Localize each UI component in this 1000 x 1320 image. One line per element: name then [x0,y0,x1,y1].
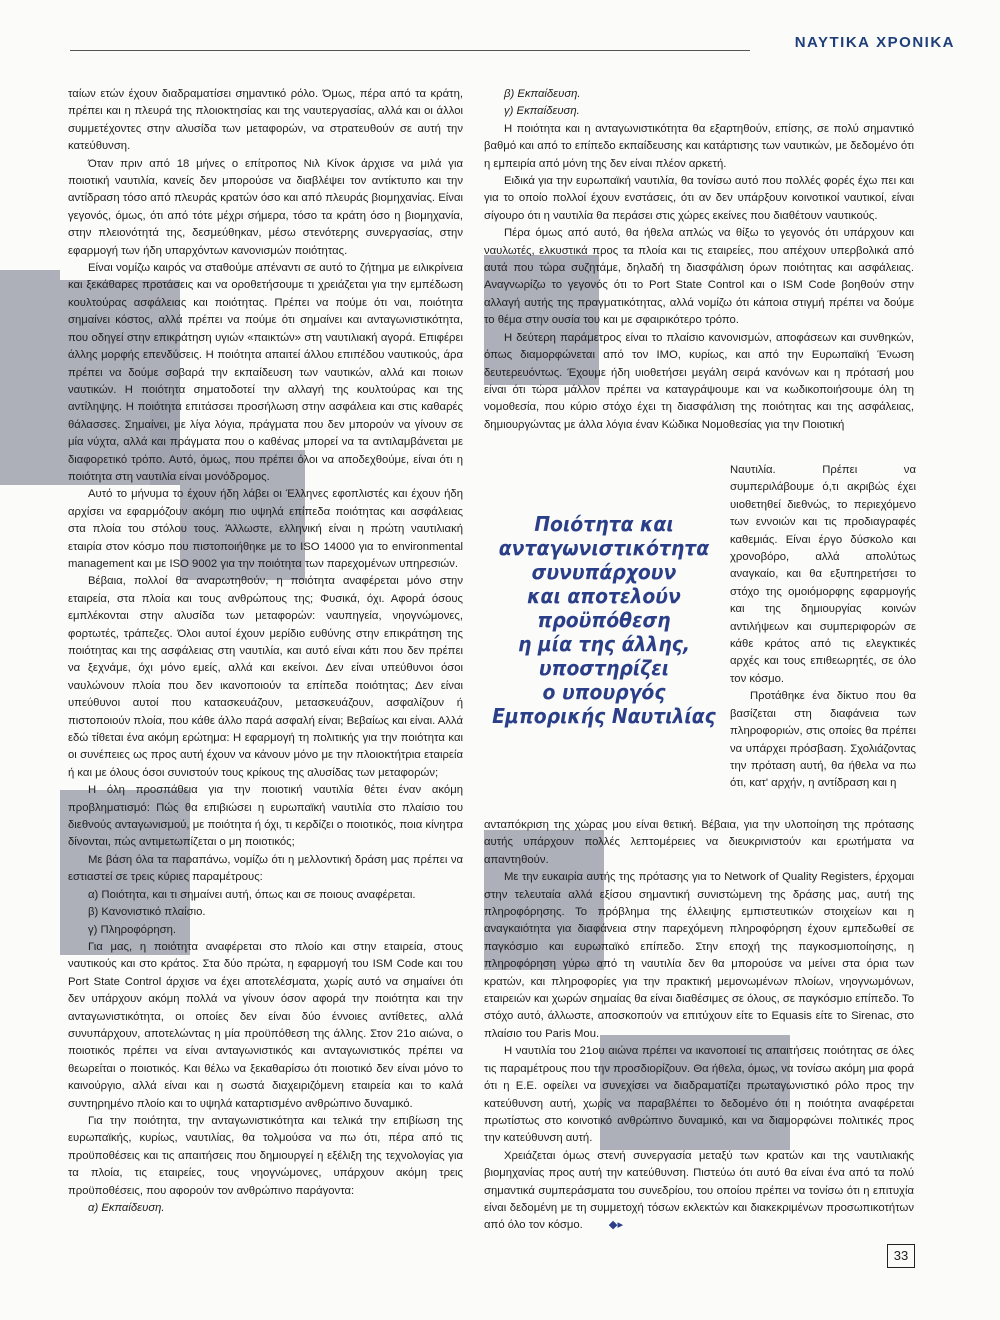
list-item: γ) Πληροφόρηση. [88,923,177,936]
pull-quote-line: συνυπάρχουν [531,560,677,584]
list-item: γ) Εκπαίδευση. [504,105,580,118]
pull-quote [491,512,717,728]
list-item: α) Ποιότητα, και τι σημαίνει αυτή, όπως και σε ποιους αναφέρεται. [88,888,416,901]
paragraph: Ειδικά για την ευρωπαϊκή ναυτιλία, θα τονίσω αυτό που πολλές φορές έχω πει και για το οποίο πολλοί έχουν ενστάσεις, ότι αν δεν υπάρξουν κοινοτικοί ναυτικοί, είναι σίγουρο ότι η ναυτιλία θα περάσει στις χώρες εκείνες που διαθέτουν ναυτικούς. [484,175,914,222]
paragraph: Για την ποιότητα, την ανταγωνιστικότητα και τελικά την επιβίωση της ευρωπαϊκής, κυρίως, ναυτιλίας, θα τολμούσα να πω ότι, πέρα από τις προϋποθέσεις και τις απαιτήσεις που δημιουργεί η εξέλιξη της τεχνολογίας για τα πλοία, τις εταιρείες, τους νηογνώμονες, υπάρχουν ακόμη τρεις προϋποθέσεις, που αφορούν τον ανθρώπινο παράγοντα: [68,1114,463,1197]
paragraph: Ναυτιλία. Πρέπει να συμπεριλάβουμε ό,τι ακριβώς έχει υιοθετηθεί διεθνώς, το περιεχόμενο των εννοιών και τις προδιαγραφές καθεμιάς. Είναι έργο δύσκολο και χρονοβόρο, αλλά απολύτως αναγκαίο, και θα εξυπηρετήσει το στόχο της ομοιόμορφης εφαρμογής και της δημιουργίας κοινών αντιλήψεων και συμπεριφορών σε κάθε κράτος από τις ελεγκτικές αρχές και τους επιθεωρητές, σε όλο τον κόσμο. [730,464,916,685]
decorative-block-1 [0,270,60,485]
list-item: β) Εκπαίδευση. [504,88,581,100]
paragraph: Για μας, η ποιότητα αναφέρεται στο πλοίο και στην εταιρεία, στους ναυτικούς και στο κράτος. Στα δύο πρώτα, η εφαρμογή του ISM Code και του Port State Control άρχισε να έχει αποτελέσματα, χωρίς αυτό να σημαίνει ότι δεν υπάρχουν ακόμη πολλά να γίνουν όσον αφορά την ποιότητα και την ανταγωνιστικότητα, οι οποίες δεν είναι δύο έννοιες αντίθετες, αλλά συνυπάρχουν, αποτελώντας η μία προϋπόθεση της άλλης. Στον 21ο αιώνα, ο ποιοτικός πρέπει να είναι ανταγωνιστικός και ανταγωνιστικός πρέπει να θεωρείται ο ποιοτικός. Και θέλω να ξεκαθαρίσω ότι ποιοτικό δεν είναι μόνο το καινούργιο, αλλά είναι και η σωστά διαχειριζόμενη εταιρεία και το καλά συντηρημένο πλοίο και το υψηλά καταρτισμένο ανθρώπινο δυναμικό. [68,940,463,1110]
header-rule [70,50,750,51]
paragraph [484,1148,914,1235]
right-column-bottom [484,817,914,1235]
paragraph-text: Χρειάζεται όμως στενή συνεργασία μεταξύ των κρατών και της ναυτιλιακής βιομηχανίας προς αυτή την κατεύθυνση. Πιστεύω ότι αυτό θα είναι ένα από τα πολύ σημαντικά συμπεράσματα του συνεδρίου, του οποίου πρέπει να τονίσω ότι η επιτυχία είναι δεδομένη με τη συμμετοχή τόσων εκλεκτών και διακεκριμένων προσωπικοτήτων από όλο τον κόσμο. [484,1149,914,1232]
end-mark-icon: ◆▸ [608,1219,624,1232]
page-number: 33 [887,1244,915,1268]
pull-quote-line: προϋπόθεση [537,608,671,632]
paragraph: Πέρα όμως από αυτό, θα ήθελα απλώς να θίξω το γεγονός ότι υπάρχουν και ναυλωτές, ελκυστικά προς τα πλοία και τις εταιρείες, που απέχουν υπερβολικά από αυτά που τώρα συζητάμε, δηλαδή τη διασφάλιση όρων ποιότητας και ασφάλειας. Αναγνωρίζω το γεγονός ότι το Port State Control και ο ISM Code βοηθούν στην αλλαγή αυτής της πραγματικότητας, αλλά νομίζω ότι κάποια στιγμή πρέπει να δούμε το θέμα στην ουσία του και με σφαιρικότερο τρόπο. [484,227,914,327]
pull-quote-line: Ποιότητα και [534,512,674,536]
paragraph: Όταν πριν από 18 μήνες ο επίτροπος Νιλ Κίνοκ άρχισε να μιλά για ποιοτική ναυτιλία, κανείς δεν μπορούσε να διαβλέψει τον αντίκτυπο και την αντίδραση τόσο από πλευράς κρατών όσο και από πλευράς βιομηχανίας. Είναι γεγονός, όμως, ότι από τότε μέχρι σήμερα, τόσο τα κράτη όσο η βιομηχανία, στην πλειονότητά της, δεσμεύθηκαν, μέσω στενότερης συνεργασίας, στην εφαρμογή των ήδη υπαρχόντων κανονισμών ποιότητας. [68,157,463,257]
pull-quote-line: ο υπουργός [542,680,666,704]
paragraph: ανταπόκριση της χώρας μου είναι θετική. Βέβαια, για την υλοποίηση της πρότασης αυτής υπάρχουν πολλές λεπτομέρειες να διευκρινιστούν και ερωτήματα να απαντηθούν. [484,819,914,866]
pull-quote-line: η μία της άλλης, [517,632,690,656]
paragraph: Η όλη προσπάθεια για την ποιοτική ναυτιλία θέτει έναν ακόμη προβληματισμό: Πώς θα επιβιώσει η ευρωπαϊκή ναυτιλία στο πλαίσιο του διεθνούς ανταγωνισμού, με ποιότητα ή όχι, τι κερδίζει ο ποιοτικός, ποια κίνητρα δίνονται, πώς αντιμετωπίζεται ο μη ποιοτικός; [68,784,463,849]
pull-quote-line: και αποτελούν [527,584,681,608]
pull-quote-line: Εμπορικής Ναυτιλίας [492,704,716,728]
paragraph: Η δεύτερη παράμετρος είναι το πλαίσιο κανονισμών, αποφάσεων και συνθηκών, όπως διαμορφώνεται από τον ΙΜΟ, κυρίως, και από την Ευρωπαϊκή Ένωση δευτερευόντως. Έχουμε ήδη υιοθετήσει μεγάλη σειρά κανόνων και η πρότασή μου είναι ότι τώρα μάλλον πρέπει να καταγράψουμε και να κωδικοποιήσουμε όλη τη νομοθεσία, που κύριο στόχο έχει τη διασφάλιση της ποιότητας και της ασφάλειας, δημιουργώντας με άλλα λόγια έναν Κώδικα Νομοθεσίας για την Ποιοτική [484,331,914,431]
paragraph: Είναι νομίζω καιρός να σταθούμε απέναντι σε αυτό το ζήτημα με ειλικρίνεια και ξεκάθαρες προτάσεις και να οροθετήσουμε τι χρειάζεται για την εμπέδωση κουλτούρας ασφάλειας και ποιότητας. Πρέπει να πούμε ότι ναι, ποιότητα σημαίνει κόστος, αλλά πρέπει να πούμε ότι σημαίνει και ανταγωνιστικότητα, που οδηγεί στην επικράτηση υγιών «παικτών» στη ναυτιλιακή αγορά. Επιφέρει άλλης μορφής επενδύσεις. Η ποιότητα απαιτεί άλλου επιπέδου ναυτικούς, άρα πρέπει να δούμε σοβαρά την εκπαίδευση των ναυτικών, αλλά και ποιων ναυτικών. Η ποιότητα σηματοδοτεί την αλλαγή της κουλτούρας και της αντίληψης. Η ποιότητα επιτάσσει προσήλωση στην ασφάλεια και στις καθαρές θάλασσες. Σημαίνει, με λίγα λόγια, πράγματα που δεν μπορούν να γίνουν σε μία νύχτα, αλλά και πράγματα που ο καθένας μπορεί να τα αντιλαμβάνεται με διαφορετικό τρόπο. Αυτό, όμως, που πρέπει όλοι να αποδεχθούμε, είναι ότι η ποιότητα στη ναυτιλία είναι μονόδρομος. [68,262,463,483]
paragraph: ταίων ετών έχουν διαδραματίσει σημαντικό ρόλο. Όμως, πέρα από τα κράτη, πρέπει και η πλευρά της πλοιοκτησίας και της ναυτεργασίας, αλλά και οι άλλοι συμμετέχοντες στην αλυσίδα των μεταφορών, να στρατευθούν σε αυτή την κατεύθυνση. [68,88,463,153]
paragraph: Προτάθηκε ένα δίκτυο που θα βασίζεται στη διαφάνεια των πληροφοριών, στις οποίες θα πρέπει να υπάρχει πρόσβαση. Σχολιάζοντας την πρόταση αυτή, θα ήθελα να πω ότι, κατ' αρχήν, η αντίδραση και η [730,690,916,790]
magazine-title: ΝΑΥΤΙΚΑ ΧΡΟΝΙΚΑ [794,34,955,51]
paragraph: Με την ευκαιρία αυτής της πρότασης για το Network of Quality Registers, έρχομαι στην τελευταία αλλά εξίσου σημαντική συνιστώμενη της δράσης μας, αυτή της πληροφόρησης. Το πρόβλημα της έλλειψης εμπιστευτικών στοιχείων και η αναγκαιότητα για διαφάνεια στην παρεχόμενη πληροφόρηση έχουν εμπεδωθεί σε παγκόσμιο και ευρωπαϊκό επίπεδο. Στην εποχή της παγκοσμιοποίησης, η πληροφόρηση γύρω από τη ναυτιλία δεν θα μπορούσε να μείνει στα όρια των κρατών, και πληροφορίες για την πρακτική μεμονωμένων πλοίων, νηογνωμόνων, εταιρειών και χωρών σημαίας θα είναι διαθέσιμες σε όλους, σε παγκόσμιο επίπεδο. Το στόχο αυτό, άλλωστε, αποσκοπούν να επιτύχουν είτε το Equasis είτε το Sirenac, στο πλαίσιο του Paris Mou. [484,871,914,1040]
paragraph: Βέβαια, πολλοί θα αναρωτηθούν, η ποιότητα αναφέρεται μόνο στην εταιρεία, στα πλοία και τους ανθρώπους της; Φυσικά, όχι. Αφορά όσους εμπλέκονται στην αλυσίδα των μεταφορών: ναυπηγεία, νηογνώμονες, φορτωτές, τράπεζες. Όλοι αυτοί έχουν μερίδιο ευθύνης στην επικράτηση της ποιότητας και της ασφάλειας στη ναυτιλία, και αυτό είναι κάτι που δεν πρέπει να ξεχνάμε, όχι μόνο εμείς, αλλά και εκείνοι. Δεν είναι υπεύθυνοι όσοι ναυλώνουν πλοία που δεν ικανοποιούν τα επίπεδα ποιότητας; Δεν είναι υπεύθυνοι αυτοί που κατασκευάζουν, μετασκευάζουν, ασφαλίζουν ή πιστοποιούν πλοία, που κάθε άλλο παρά ασφαλή είναι; Βεβαίως και είναι. Αλλά εδώ τίθεται ένα ακόμη ερώτημα: Η εφαρμογή τη πολιτικής για την ποιότητα και οι συνέπειες ως προς αυτή έχουν να κάνουν μόνο με την πλοιοκτήτρια εταιρεία ή και με όλους όσοι συνιστούν τους κρίκους της αλυσίδας των μεταφορών; [68,575,463,779]
left-column [68,86,463,1217]
list-item: β) Κανονιστικό πλαίσιο. [88,906,206,919]
paragraph: Η ποιότητα και η ανταγωνιστικότητα θα εξαρτηθούν, επίσης, σε πολύ σημαντικό βαθμό και από το επίπεδο εκπαίδευσης και κατάρτισης των ναυτικών, με δεδομένο ότι η εμπειρία από μόνη της δεν είναι πλέον αρκετή. [484,122,914,170]
paragraph: Με βάση όλα τα παραπάνω, νομίζω ότι η μελλοντική δράση μας πρέπει να εστιαστεί σε τρεις κύριες παραμέτρους: [68,853,463,884]
paragraph: Η ναυτιλία του 21ου αιώνα πρέπει να ικανοποιεί τις απαιτήσεις ποιότητας σε όλες τις παραμέτρους που την προσδιορίζουν. Θα ήθελα, όμως, να τονίσω ακόμη μια φορά ότι η Ε.Ε. οφείλει να συνεχίσει να διαδραματίζει πρωταγωνιστικό ρόλο προς την κατεύθυνση αυτή, χωρίς να παραβλέπει το δεδομένο ότι η ποιότητα αναφέρεται πρωτίστως στο κοινοτικό ανθρώπινο δυναμικό, και να διαμορφώνει πολιτικές προς την κατεύθυνση αυτή. [484,1045,914,1145]
right-column-top [484,86,914,434]
paragraph: Αυτό το μήνυμα το έχουν ήδη λάβει οι Έλληνες εφοπλιστές και έχουν ήδη αρχίσει να εφαρμόζουν ακόμη πιο υψηλά επίπεδα ποιότητας και ασφάλειας στα πλοία του στόλου τους. Άλλωστε, ελληνική είναι η πρώτη ναυτιλιακή εταιρία στον κόσμο που πιστοποιήθηκε με το ISO 14000 για το environmental management και με ISO 9002 για την ποιότητα των παρεχομένων υπηρεσιών. [68,488,463,570]
pull-quote-line: υποστηρίζει [538,656,670,680]
pull-quote-line: ανταγωνιστικότητα [498,536,710,560]
right-column-wrap [730,462,916,793]
list-item: α) Εκπαίδευση. [88,1202,165,1214]
